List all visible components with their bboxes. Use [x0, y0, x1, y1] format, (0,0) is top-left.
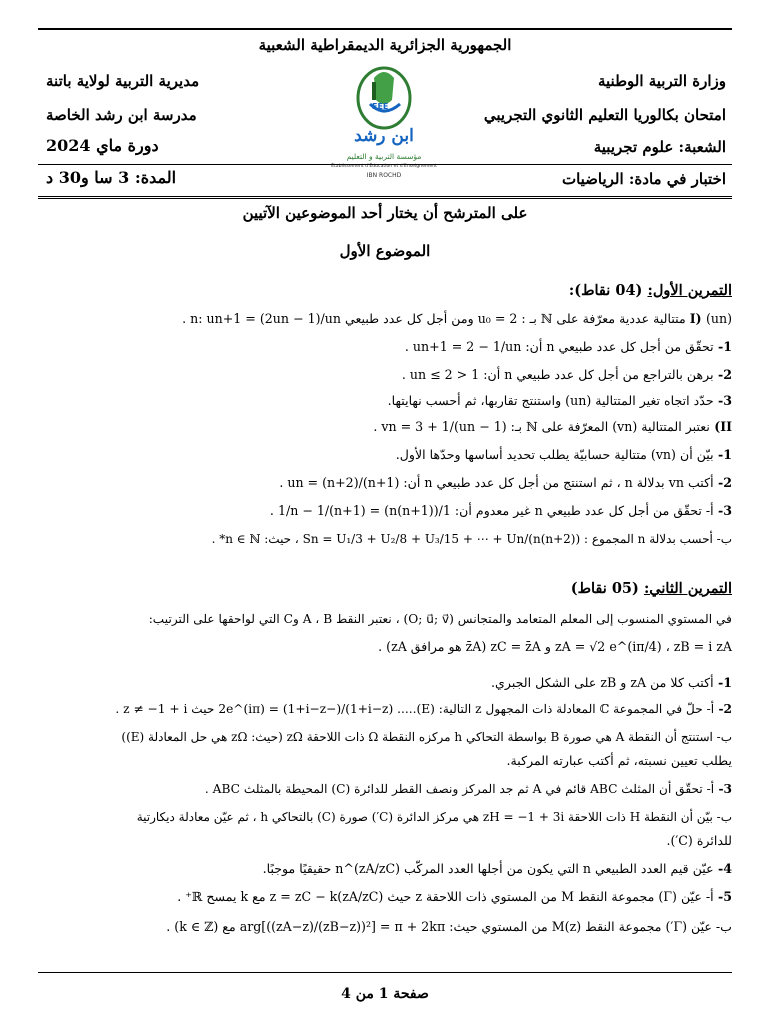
header-bottom-rule: [38, 196, 732, 199]
ex1-line-4: 3- حدّد اتجاه تغير المتتالية (un) واستنتج تقاربها، ثم أحسب نهايتها.: [387, 393, 732, 408]
exercise2-title: [571, 580, 732, 597]
ex2-line-5: ب- استنتج أن النقطة A هي صورة B بواسطة التحاكي h مركزه النقطة Ω ذات اللاحقة zΩ (حيث: zΩ هي حل المعادلة (E)): [121, 730, 732, 744]
ex2-line-8: ب- بيّن أن النقطة H ذات اللاحقة zH = −1 + 3i هي مركز الدائرة (C′) صورة (C) بالتحاكي h ، ثم عيّن معادلة ديكارتية: [136, 810, 732, 824]
ex2-line-2: zA = √2 e^(iπ/4) ، zB = i zA و zC = z̄A (z̄A هو مرافق zA) .: [378, 639, 732, 654]
ex2-line-1: في المستوي المنسوب إلى المعلم المتعامد والمتجانس (O; u⃗; v⃗) ، نعتبر النقط A ، B وC التي لواحقها على الترتيب:: [148, 612, 732, 626]
ex2-line-4: 2- أ- حلّ في المجموعة ℂ المعادلة ذات المجهول z التالية: (E)..... (1+i−z)/(−1+i−z) = 2e^(iπ) حيث z ≠ −1 + i .: [115, 702, 732, 716]
page-number: صفحة 1 من 4: [341, 986, 429, 1002]
ex1-line-5: II) نعتبر المتتالية (vn) المعرّفة على ℕ بـ: vn = 3 + 1/(un − 1) .: [373, 419, 732, 434]
subject-label: اختبار في مادة: الرياضيات: [561, 170, 726, 188]
exam-page: [38, 28, 732, 1018]
ex2-line-6: يطلب تعيين نسبته، ثم أكتب عبارته المركبة.: [506, 753, 732, 768]
ex1-line-9: ب- أحسب بدلالة n المجموع : Sn = U₁/3 + U₂/8 + U₃/15 + ⋯ + Un/(n(n+2)) ، حيث: n ∈ ℕ* .: [211, 532, 732, 546]
republic-title: الجمهورية الجزائرية الديمقراطية الشعبية: [258, 36, 512, 54]
ex2-line-9: للدائرة (C′).: [666, 833, 732, 848]
ex1-line-3: 2- برهن بالتراجع من أجل كل عدد طبيعي n أن: 1 < un ≤ 2 .: [401, 367, 732, 382]
exercise2-points: (05 نقاط): [570, 580, 639, 597]
ex1-line-6: 1- بيّن أن (vn) متتالية حسابيّة يطلب تحديد أساسها وحدّها الأول.: [395, 447, 732, 462]
exercise1-points: (04 نقاط):: [568, 282, 643, 299]
exam-label: امتحان بكالوريا التعليم الثانوي التجريبي: [483, 106, 726, 124]
school-logo: [326, 60, 442, 186]
top-rule: [38, 28, 732, 30]
logo-caption-name: IBN ROCHD: [366, 172, 402, 179]
logo-tag: EEE: [372, 102, 389, 111]
branch-label: الشعبة: علوم تجريبية: [593, 138, 726, 156]
footer-rule: [38, 972, 732, 973]
ex2-line-3: 1- أكتب كلا من zA و zB على الشكل الجبري.: [491, 675, 732, 690]
duration-label: المدة: 3 سا و30 د: [46, 168, 177, 187]
choose-instruction: على المترشح أن يختار أحد الموضوعين الآتيين: [242, 204, 528, 222]
school-label: مدرسة ابن رشد الخاصة: [46, 106, 197, 124]
logo-arabic-name: ابن رشد: [354, 126, 414, 146]
ex1-line-7: 2- أكتب vn بدلالة n ، ثم استنتج من أجل كل عدد طبيعي n أن: un = (n+2)/(n+1) .: [279, 475, 732, 490]
ex2-line-11: 5- أ- عيّن (Γ) مجموعة النقط M من المستوي ذات اللاحقة z حيث z = zC − k(zA/zC) مع k يمسح ℝ⁺ .: [177, 889, 732, 904]
ex2-line-10: 4- عيّن قيم العدد الطبيعي n التي يكون من أجلها العدد المركّب (zA/zC)^n حقيقيًا موجبًا.: [262, 861, 732, 876]
directorate-label: مديرية التربية لولاية باتنة: [46, 72, 200, 90]
ex1-line-8: 3- أ- تحقّق من أجل كل عدد طبيعي n غير معدوم أن: 1/(n(n+1)) = 1/n − 1/(n+1) .: [269, 503, 732, 518]
ex2-line-7: 3- أ- تحقّق أن المثلث ABC قائم في A ثم جد المركز ونصف القطر للدائرة (C) المحيطة بالمثلث ABC .: [204, 782, 732, 796]
header-mid-rule: [38, 164, 732, 165]
ex1-line-1: I) (un) متتالية عددية معرّفة على ℕ بـ : u₀ = 2 ومن أجل كل عدد طبيعي n: un+1 = (2un − 1)/un .: [182, 311, 732, 326]
topic-title: الموضوع الأول: [339, 242, 431, 260]
session-label: دورة ماي 2024: [46, 136, 159, 155]
logo-caption-fr: Établissement d'Éducation et d'Enseignement: [331, 164, 437, 169]
logo-caption-ar: مؤسسة التربية و التعليم: [346, 152, 422, 161]
ministry-label: وزارة التربية الوطنية: [597, 72, 726, 90]
ex2-line-12: ب- عيّن (Γ′) مجموعة النقط M(z) من المستوي حيث: arg[((zA−z)/(zB−z))²] = π + 2kπ مع (k ∈ ℤ) .: [166, 919, 732, 934]
exercise1-title-label: التمرين الأول:: [647, 282, 732, 299]
exercise2-title-label: التمرين الثاني:: [643, 580, 732, 597]
exercise1-title: [569, 282, 732, 299]
ex1-line-2: 1- تحقّق من أجل كل عدد طبيعي n أن: un+1 = 2 − 1/un .: [404, 339, 732, 354]
